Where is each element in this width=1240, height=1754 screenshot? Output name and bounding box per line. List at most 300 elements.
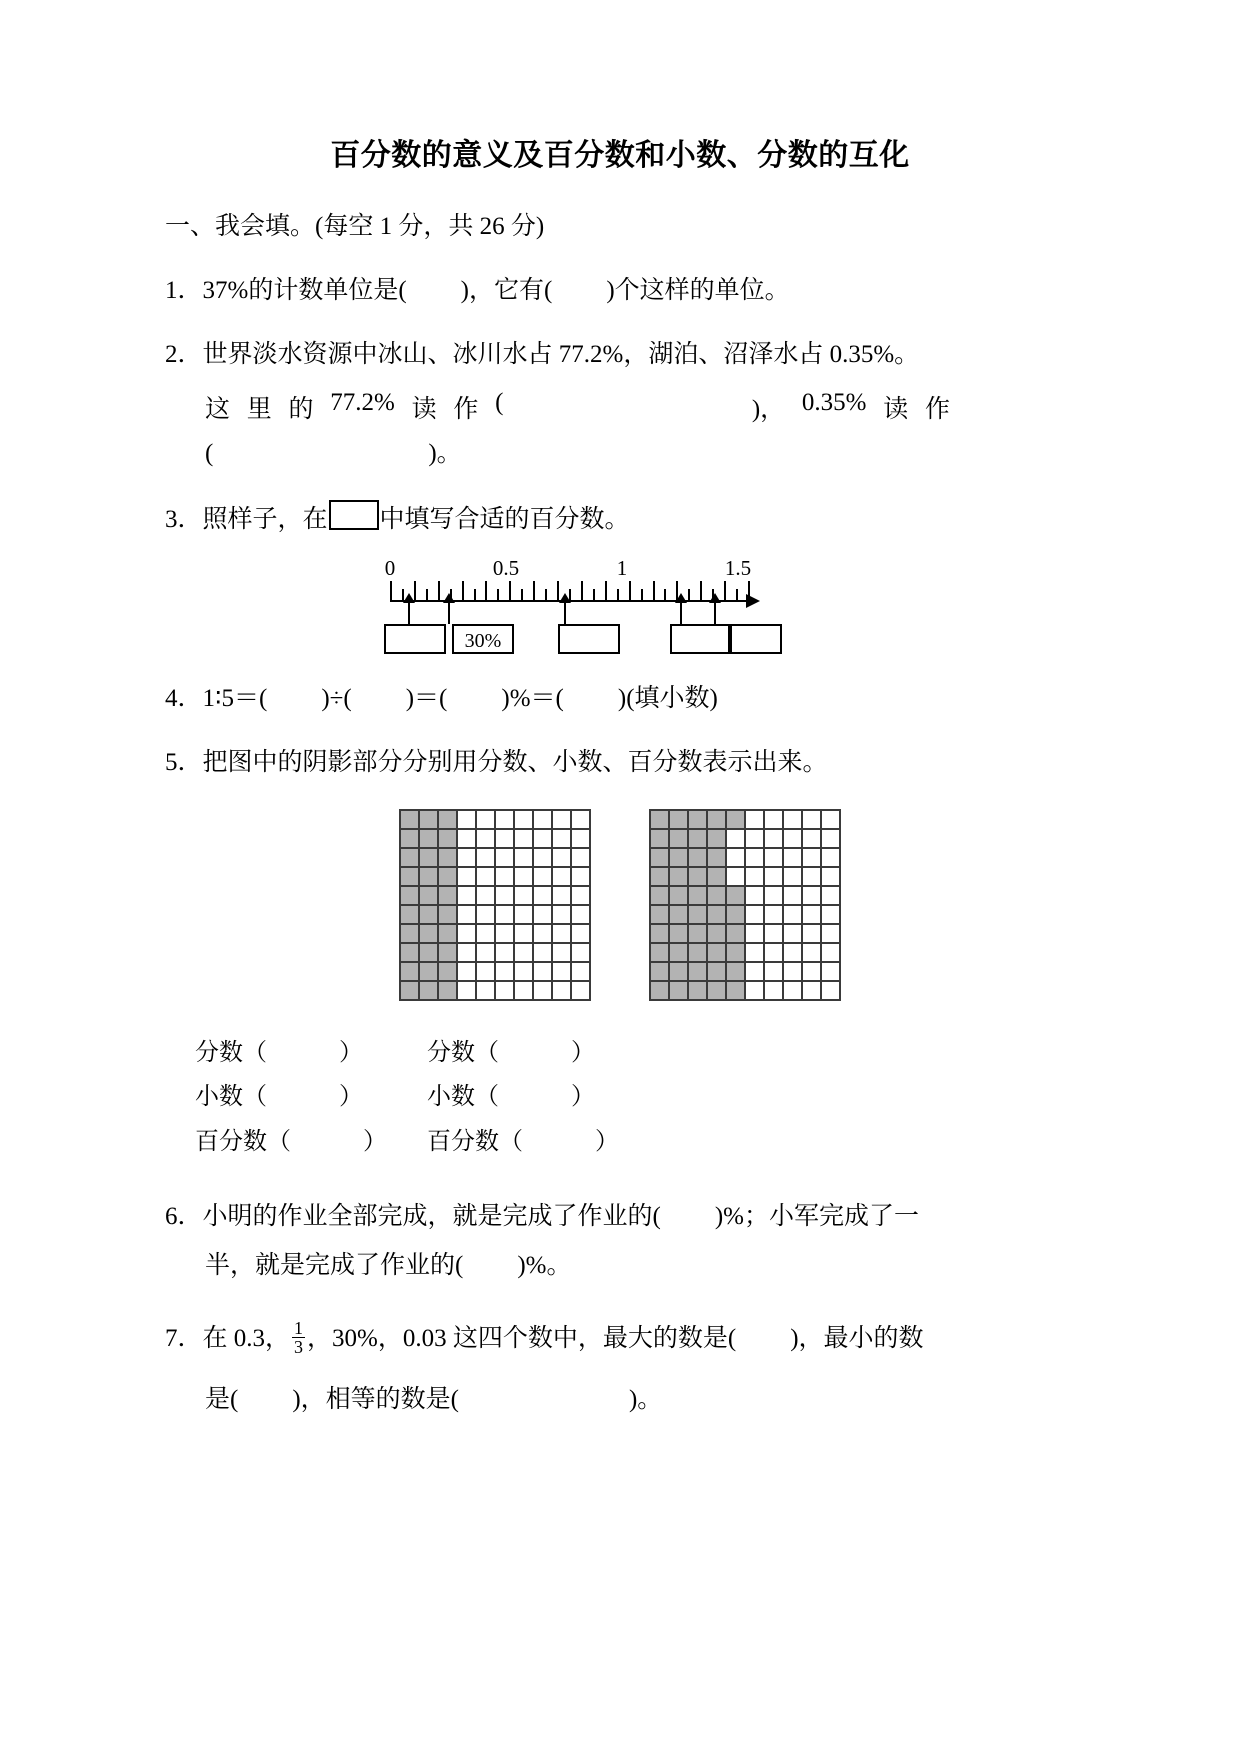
question-6-text-d: )%。 <box>517 1251 572 1279</box>
grid-cell-shaded <box>670 849 689 868</box>
number-line-box-blank[interactable] <box>384 624 446 654</box>
q2-char-7: 作 <box>924 396 950 423</box>
grid-cell-empty <box>458 944 477 963</box>
grid-cell-shaded <box>727 982 746 1001</box>
number-line-tick <box>581 581 583 601</box>
grid-cell-empty <box>477 887 496 906</box>
number-line-diagram <box>378 554 778 654</box>
grid-cell-empty <box>746 944 765 963</box>
number-line-label: 1 <box>616 555 628 580</box>
grid-cell-empty <box>727 849 746 868</box>
right-percent-close: ） <box>595 1128 619 1155</box>
grid-cell-empty <box>496 944 515 963</box>
number-line-tick <box>641 589 643 601</box>
grid-cell-empty <box>553 830 572 849</box>
grid-cell-empty <box>477 868 496 887</box>
grid-cell-shaded <box>689 830 708 849</box>
answer-row-percent <box>195 1120 1240 1164</box>
grid-cell-shaded <box>439 868 458 887</box>
grid-cell-shaded <box>689 906 708 925</box>
grid-cell-shaded <box>670 963 689 982</box>
number-line-tick <box>664 589 666 601</box>
left-fraction-label: 分数（ <box>195 1040 267 1066</box>
grid-cell-empty <box>553 925 572 944</box>
question-5 <box>165 744 1080 783</box>
number-line-tick <box>653 581 655 601</box>
right-decimal-close: ） <box>571 1084 595 1111</box>
q2-value-1: 77.2% <box>330 389 395 416</box>
question-7-text-a: 在 0.3， <box>202 1324 291 1352</box>
left-decimal-label: 小数（ <box>195 1084 267 1111</box>
q2-char-6: 读 <box>883 396 909 423</box>
grid-cell-shaded <box>401 868 420 887</box>
grid-cell-empty <box>553 982 572 1001</box>
grid-cell-shaded <box>401 887 420 906</box>
fraction-one-third <box>292 1319 305 1358</box>
grid-cell-empty <box>727 830 746 849</box>
grid-cell-shaded <box>651 963 670 982</box>
answer-row-fraction <box>195 1031 1240 1075</box>
question-2 <box>165 336 1080 375</box>
question-7-text-c: )，最小的数 <box>790 1324 924 1352</box>
q2-char-5: 作 <box>453 396 479 423</box>
grid-cell-shaded <box>670 868 689 887</box>
grid-cell-empty <box>822 982 841 1001</box>
number-line-box-filled[interactable]: 30% <box>452 624 514 654</box>
right-fraction-answer[interactable] <box>427 1031 659 1075</box>
grid-cell-shaded <box>670 887 689 906</box>
left-fraction-answer[interactable] <box>195 1031 427 1075</box>
grid-cell-empty <box>515 849 534 868</box>
grid-cell-empty <box>477 811 496 830</box>
grid-cell-empty <box>765 849 784 868</box>
number-line-tick <box>700 581 702 601</box>
grid-cell-empty <box>572 887 591 906</box>
right-decimal-answer[interactable] <box>427 1075 659 1119</box>
grid-cell-shaded <box>651 944 670 963</box>
grid-cell-empty <box>496 906 515 925</box>
grid-cell-empty <box>765 925 784 944</box>
grid-cell-empty <box>746 811 765 830</box>
grid-cell-shaded <box>708 906 727 925</box>
left-grid <box>399 809 591 1001</box>
grid-cell-empty <box>458 982 477 1001</box>
grid-cell-empty <box>553 849 572 868</box>
grid-cell-empty <box>784 849 803 868</box>
grid-cell-shaded <box>439 811 458 830</box>
number-line-box-blank[interactable] <box>558 624 620 654</box>
q2-open-paren-2: ( <box>205 440 214 467</box>
q2-char-1: 这 <box>205 396 231 423</box>
grid-cell-shaded <box>401 963 420 982</box>
grid-cell-empty <box>515 868 534 887</box>
grid-cell-empty <box>496 963 515 982</box>
grid-cell-empty <box>496 811 515 830</box>
question-2-line-2 <box>205 389 950 425</box>
q2-char-4: 读 <box>411 396 437 423</box>
q2-close-paren-2: )。 <box>428 440 462 467</box>
question-7-text-d: 是( <box>205 1386 239 1414</box>
grid-cell-shaded <box>708 811 727 830</box>
section-heading: 一、我会填。(每空 1 分，共 26 分) <box>165 213 545 240</box>
grid-cell-shaded <box>708 849 727 868</box>
grid-cell-empty <box>803 849 822 868</box>
grid-cell-empty <box>515 982 534 1001</box>
grid-cell-empty <box>746 849 765 868</box>
grid-cell-shaded <box>420 982 439 1001</box>
right-fraction-label: 分数（ <box>427 1040 499 1066</box>
grid-cell-empty <box>477 982 496 1001</box>
grid-cell-empty <box>822 830 841 849</box>
fraction-denominator: 3 <box>294 1337 304 1358</box>
grid-cell-empty <box>765 963 784 982</box>
grid-cell-shaded <box>689 887 708 906</box>
number-line-tick <box>485 581 487 601</box>
question-6 <box>165 1198 1080 1237</box>
grid-cell-empty <box>572 944 591 963</box>
page-title: 百分数的意义及百分数和小数、分数的互化 <box>330 138 910 173</box>
grid-cell-empty <box>515 830 534 849</box>
grid-cell-empty <box>572 982 591 1001</box>
grid-cell-empty <box>784 868 803 887</box>
question-6-line-2 <box>205 1247 1240 1286</box>
number-line-box-blank[interactable] <box>730 624 782 654</box>
grid-cell-empty <box>534 849 553 868</box>
grid-cell-empty <box>746 982 765 1001</box>
number-line-tick <box>605 581 607 601</box>
grid-cell-empty <box>534 887 553 906</box>
grid-cell-shaded <box>708 944 727 963</box>
grid-cell-empty <box>458 868 477 887</box>
grid-cell-shaded <box>651 982 670 1001</box>
grid-cell-empty <box>822 868 841 887</box>
grid-cell-shaded <box>420 868 439 887</box>
grid-cell-shaded <box>727 963 746 982</box>
question-5-text: 把图中的阴影部分分别用分数、小数、百分数表示出来。 <box>202 749 828 777</box>
grid-cell-empty <box>458 830 477 849</box>
grid-cell-empty <box>458 963 477 982</box>
grid-cell-empty <box>765 906 784 925</box>
left-decimal-close: ） <box>339 1084 363 1111</box>
grid-cell-empty <box>765 830 784 849</box>
q2-char-3: 的 <box>288 396 314 423</box>
question-1-text-b: )，它有( <box>460 276 553 304</box>
grid-cell-shaded <box>689 849 708 868</box>
grid-cell-empty <box>496 925 515 944</box>
grid-cell-empty <box>553 963 572 982</box>
grid-cell-empty <box>803 868 822 887</box>
grid-cell-empty <box>477 925 496 944</box>
grid-cell-shaded <box>439 944 458 963</box>
grid-cell-shaded <box>708 830 727 849</box>
grid-cell-shaded <box>401 944 420 963</box>
grid-cell-empty <box>822 811 841 830</box>
grid-cell-shaded <box>727 811 746 830</box>
grid-cell-empty <box>803 982 822 1001</box>
grid-cell-empty <box>803 963 822 982</box>
grid-cell-shaded <box>689 811 708 830</box>
number-line-tick <box>748 581 750 601</box>
number-line-label: 0.5 <box>492 555 520 580</box>
question-5-number: 5． <box>165 749 203 777</box>
grid-cell-empty <box>553 868 572 887</box>
grid-cell-shaded <box>439 887 458 906</box>
question-7-line-2 <box>205 1381 1240 1420</box>
grid-cell-shaded <box>708 963 727 982</box>
grid-cell-shaded <box>670 811 689 830</box>
grid-cell-shaded <box>670 925 689 944</box>
grid-cell-empty <box>477 963 496 982</box>
grid-cell-empty <box>727 868 746 887</box>
grid-cell-empty <box>765 944 784 963</box>
grid-cell-empty <box>746 906 765 925</box>
number-line-label: 0 <box>384 555 396 580</box>
question-1-text-a: 37%的计数单位是( <box>202 276 407 304</box>
grid-cell-empty <box>515 944 534 963</box>
grid-cell-shaded <box>439 925 458 944</box>
grid-cell-empty <box>746 868 765 887</box>
grid-cell-shaded <box>439 906 458 925</box>
number-line-tick <box>593 589 595 601</box>
grid-cell-empty <box>496 830 515 849</box>
grid-cell-empty <box>572 811 591 830</box>
grid-cell-shaded <box>727 925 746 944</box>
grid-cell-shaded <box>439 830 458 849</box>
grid-cell-shaded <box>651 906 670 925</box>
grid-cell-shaded <box>420 849 439 868</box>
grid-cell-shaded <box>651 811 670 830</box>
grid-cell-empty <box>515 963 534 982</box>
number-line-tick <box>426 589 428 601</box>
right-percent-answer[interactable] <box>427 1120 659 1164</box>
grid-cell-empty <box>822 925 841 944</box>
right-fraction-close: ） <box>571 1040 595 1066</box>
grid-cell-empty <box>572 963 591 982</box>
grid-cell-shaded <box>651 830 670 849</box>
question-7-text-e: )，相等的数是( <box>292 1386 459 1414</box>
question-1 <box>165 272 1080 311</box>
number-line-tick <box>509 581 511 601</box>
grid-cell-empty <box>553 906 572 925</box>
number-line-tick <box>688 589 690 601</box>
grid-cell-empty <box>534 963 553 982</box>
grid-cell-empty <box>784 925 803 944</box>
grid-cell-shaded <box>420 944 439 963</box>
grid-cell-empty <box>515 887 534 906</box>
question-3-number: 3． <box>165 505 203 533</box>
number-line-tick <box>724 581 726 601</box>
grid-cell-shaded <box>651 849 670 868</box>
number-line-pointer-icon <box>408 602 410 624</box>
grid-cell-shaded <box>420 906 439 925</box>
question-4-text-e: )(填小数) <box>617 684 718 712</box>
question-2-line-1: 世界淡水资源中冰山、冰川水占 77.2%，湖泊、沼泽水占 0.35%。 <box>202 341 920 369</box>
number-line-tick <box>629 581 631 601</box>
grid-cell-empty <box>496 849 515 868</box>
right-grid <box>649 809 841 1001</box>
question-1-number: 1． <box>165 276 203 304</box>
grid-cell-empty <box>784 906 803 925</box>
grid-cell-empty <box>822 944 841 963</box>
question-4-text-d: )%＝( <box>501 684 564 712</box>
grid-cell-shaded <box>727 887 746 906</box>
grid-cell-empty <box>803 925 822 944</box>
grid-cell-shaded <box>401 830 420 849</box>
grid-cell-empty <box>822 906 841 925</box>
grid-cell-empty <box>496 868 515 887</box>
number-line-tick <box>617 589 619 601</box>
grid-cell-shaded <box>670 944 689 963</box>
grid-cell-empty <box>572 849 591 868</box>
question-5-answers <box>195 1031 1240 1164</box>
question-7-text-b: ，30%，0.03 这四个数中，最大的数是( <box>307 1324 737 1352</box>
grid-cell-empty <box>496 887 515 906</box>
number-line-pointer-icon <box>714 602 716 624</box>
grid-cell-empty <box>803 887 822 906</box>
grid-cell-empty <box>803 906 822 925</box>
grid-cell-shaded <box>401 811 420 830</box>
grid-cell-shaded <box>708 925 727 944</box>
left-decimal-answer[interactable] <box>195 1075 427 1119</box>
left-percent-label: 百分数（ <box>195 1128 291 1155</box>
grid-cell-empty <box>765 868 784 887</box>
grid-cell-empty <box>746 963 765 982</box>
question-1-text-c: )个这样的单位。 <box>606 276 790 304</box>
grid-cell-shaded <box>420 925 439 944</box>
question-2-line-3 <box>205 435 1240 474</box>
grid-cell-empty <box>803 830 822 849</box>
grid-cell-shaded <box>651 887 670 906</box>
grid-cell-empty <box>746 830 765 849</box>
grid-cell-empty <box>515 906 534 925</box>
question-6-text-b: )%；小军完成了一 <box>714 1203 919 1231</box>
grid-cell-empty <box>746 925 765 944</box>
grid-cell-empty <box>572 868 591 887</box>
grid-cell-empty <box>784 944 803 963</box>
number-line-pointer-icon <box>564 602 566 624</box>
grid-cell-shaded <box>689 963 708 982</box>
grid-cell-empty <box>765 811 784 830</box>
grid-cell-shaded <box>651 925 670 944</box>
grid-cell-empty <box>477 906 496 925</box>
question-7-number: 7． <box>165 1324 203 1352</box>
number-line-tick <box>736 589 738 601</box>
grid-cell-empty <box>822 849 841 868</box>
grid-cell-empty <box>458 849 477 868</box>
grid-cell-empty <box>803 944 822 963</box>
grid-cell-shaded <box>670 906 689 925</box>
grid-cell-empty <box>458 906 477 925</box>
grid-cell-empty <box>765 982 784 1001</box>
question-4 <box>165 680 1080 719</box>
number-line-pointer-icon <box>680 602 682 624</box>
grid-cell-empty <box>496 982 515 1001</box>
number-line-pointer-icon <box>448 602 450 624</box>
grid-cell-empty <box>458 887 477 906</box>
grid-cell-shaded <box>401 925 420 944</box>
grid-cell-empty <box>784 811 803 830</box>
grid-cell-shaded <box>727 906 746 925</box>
grid-cell-shaded <box>651 868 670 887</box>
grid-cell-empty <box>534 906 553 925</box>
number-line-tick <box>390 581 392 601</box>
grid-cell-empty <box>534 811 553 830</box>
number-line-tick <box>462 581 464 601</box>
question-2-number: 2． <box>165 341 203 369</box>
grid-cell-shaded <box>670 830 689 849</box>
q2-open-paren: ( <box>495 389 504 416</box>
question-6-text-c: 半，就是完成了作业的( <box>205 1251 464 1279</box>
grid-cell-empty <box>572 906 591 925</box>
fraction-numerator: 1 <box>294 1317 304 1338</box>
question-4-text-c: )＝( <box>405 684 448 712</box>
question-4-text-b: )÷( <box>321 684 352 712</box>
grid-cell-shaded <box>420 963 439 982</box>
grid-cell-empty <box>784 830 803 849</box>
grid-cell-shaded <box>401 906 420 925</box>
grid-cell-empty <box>534 944 553 963</box>
grid-cell-empty <box>477 944 496 963</box>
grid-cell-empty <box>534 830 553 849</box>
shaded-grids <box>0 809 1240 1001</box>
grid-cell-empty <box>458 925 477 944</box>
grid-cell-shaded <box>401 982 420 1001</box>
question-6-number: 6． <box>165 1203 203 1231</box>
q2-char-2: 里 <box>246 396 272 423</box>
grid-cell-shaded <box>439 849 458 868</box>
grid-cell-empty <box>515 811 534 830</box>
question-4-number: 4． <box>165 684 203 712</box>
grid-cell-shaded <box>689 925 708 944</box>
right-decimal-label: 小数（ <box>427 1084 499 1111</box>
grid-cell-shaded <box>708 982 727 1001</box>
grid-cell-empty <box>534 868 553 887</box>
grid-cell-shaded <box>670 982 689 1001</box>
question-2-blank-1[interactable] <box>520 389 735 425</box>
q2-value-2: 0.35% <box>801 389 867 416</box>
grid-cell-shaded <box>401 849 420 868</box>
empty-box-icon <box>329 500 379 530</box>
grid-cell-empty <box>534 982 553 1001</box>
question-6-text-a: 小明的作业全部完成，就是完成了作业的( <box>202 1203 661 1231</box>
grid-cell-empty <box>534 925 553 944</box>
question-3-text-before: 照样子，在 <box>202 505 328 533</box>
number-line-label: 1.5 <box>724 555 752 580</box>
right-percent-label: 百分数（ <box>427 1128 523 1155</box>
grid-cell-shaded <box>689 982 708 1001</box>
grid-cell-shaded <box>439 963 458 982</box>
q2-close-paren: )， <box>751 396 786 423</box>
grid-cell-shaded <box>420 811 439 830</box>
number-line-box-blank[interactable] <box>670 624 730 654</box>
grid-cell-shaded <box>708 887 727 906</box>
grid-cell-empty <box>784 963 803 982</box>
grid-cell-shaded <box>708 868 727 887</box>
number-line-tick <box>438 581 440 601</box>
grid-cell-shaded <box>420 830 439 849</box>
left-percent-answer[interactable] <box>195 1120 427 1164</box>
number-line-tick <box>497 589 499 601</box>
grid-cell-empty <box>553 811 572 830</box>
grid-cell-empty <box>822 887 841 906</box>
grid-cell-empty <box>784 982 803 1001</box>
grid-cell-shaded <box>420 887 439 906</box>
grid-cell-empty <box>458 811 477 830</box>
question-7 <box>165 1317 1080 1360</box>
grid-cell-empty <box>784 887 803 906</box>
left-fraction-close: ） <box>339 1040 363 1066</box>
grid-cell-empty <box>477 849 496 868</box>
